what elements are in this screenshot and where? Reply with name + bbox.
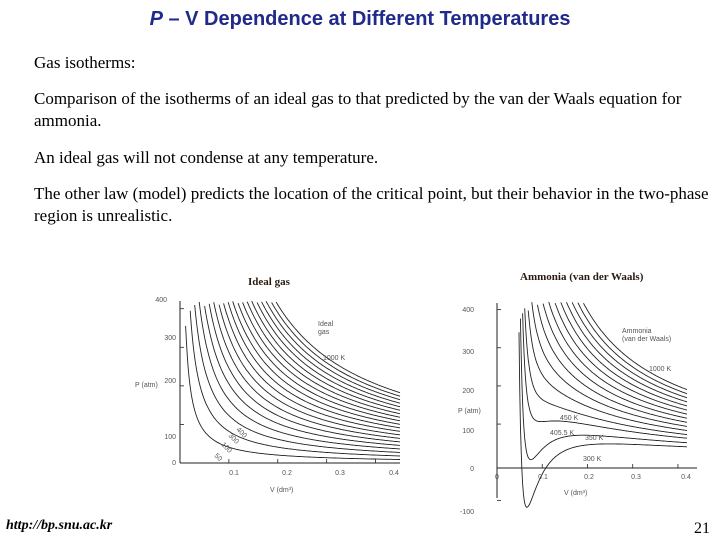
ideal-xtick-0-2: 0.2 (282, 470, 292, 477)
ideal-y-axis-label: P (atm) (135, 382, 158, 389)
ammonia-caption: Ammonia (van der Waals) (520, 271, 644, 283)
paragraph-isotherms: Gas isotherms: (34, 53, 136, 72)
ideal-ytick-200: 200 (164, 378, 176, 385)
ideal-gas-caption: Ideal gas (248, 276, 290, 288)
ideal-legend-line1: Ideal (318, 321, 334, 328)
slide-title (0, 8, 720, 31)
vdw-curve-label-1000k: 1000 K (649, 366, 672, 373)
vdw-ytick-0: 0 (470, 466, 474, 473)
ideal-curve-label-100: 100 (219, 441, 233, 455)
ideal-ytick-400: 400 (155, 297, 167, 304)
ideal-ytick-300: 300 (164, 335, 176, 342)
vdw-x-axis-label: V (dm³) (564, 490, 588, 497)
footer-url: http://bp.snu.ac.kr (6, 518, 113, 533)
ideal-ytick-100: 100 (164, 434, 176, 441)
vdw-curve-label-350k: 350 K (585, 435, 604, 442)
ideal-xtick-0-1: 0.1 (229, 470, 239, 477)
vdw-xtick-0-3: 0.3 (631, 474, 641, 481)
vdw-ytick-200: 200 (462, 388, 474, 395)
ideal-xtick-0-4: 0.4 (389, 470, 399, 477)
vdw-xtick-0-1: 0.1 (538, 474, 548, 481)
ideal-curve-label-400: 400 (234, 426, 248, 440)
ideal-curve-label-50: 50 (212, 452, 224, 463)
vdw-xtick-0-4: 0.4 (681, 474, 691, 481)
ideal-xtick-0-3: 0.3 (335, 470, 345, 477)
paragraph-other-law: The other law (model) predicts the location of the critical point, but their behavior in the two-phase region is unrealistic. (34, 184, 709, 225)
vdw-curve-label-450k: 450 K (560, 415, 579, 422)
title-symbol: P (149, 8, 163, 30)
paragraph-comparison: Comparison of the isotherms of an ideal gas to that predicted by the van der Waals equation for ammonia. (34, 89, 682, 130)
ideal-legend-line2: gas (318, 329, 330, 336)
vdw-y-axis-label: P (atm) (458, 408, 481, 415)
vdw-ytick-minus-100: -100 (459, 509, 474, 516)
vdw-xtick-0-2: 0.2 (584, 474, 594, 481)
ideal-ytick-0: 0 (172, 460, 176, 467)
ammonia-vdw-isotherm-chart (452, 293, 702, 518)
ideal-chart-background (130, 293, 410, 498)
vdw-xtick-0: 0 (495, 474, 499, 481)
vdw-ytick-300: 300 (462, 349, 474, 356)
page-number: 21 (694, 520, 710, 537)
vdw-ytick-400: 400 (462, 307, 474, 314)
ideal-curve-label-1000k: 1000 K (323, 355, 346, 362)
ideal-gas-isotherm-chart (130, 293, 410, 498)
ideal-x-axis-label: V (dm³) (270, 487, 294, 494)
vdw-ytick-100: 100 (462, 428, 474, 435)
title-text: – V Dependence at Different Temperatures (162, 8, 571, 30)
paragraph-ideal-gas: An ideal gas will not condense at any temperature. (34, 148, 379, 167)
vdw-curve-label-405k: 405.5 K (550, 430, 575, 437)
vdw-legend-line2: (van der Waals) (622, 336, 672, 343)
vdw-curve-label-300k: 300 K (583, 456, 602, 463)
vdw-chart-background (452, 293, 702, 518)
ideal-curve-label-300: 300 (226, 432, 240, 446)
vdw-legend-line1: Ammonia (622, 328, 652, 335)
